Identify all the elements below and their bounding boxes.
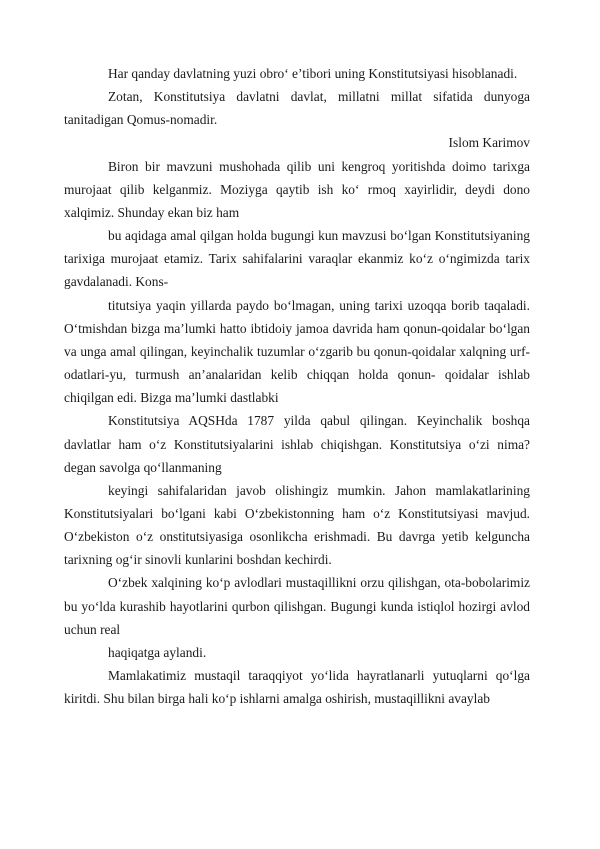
document-page <box>64 62 530 710</box>
paragraph-6: O‘zbek xalqining ko‘p avlodlari mustaqillikni orzu qilishgan, ota-bobolarimiz bu yo‘lda kurashib hayotlarini qurbon qilishgan. Bugungi kunda istiqlol hozirgi avlod uchun real <box>64 575 530 637</box>
epigraph-line-1: Har qanday davlatning yuzi obro‘ e’tibori uning Konstitutsiyasi hisoblanadi. <box>108 66 518 81</box>
paragraph-2: bu aqidaga amal qilgan holda bugungi kun mavzusi bo‘lgan Konstitutsiyaning tarixiga murojaat etamiz. Tarix sahifalarini varaqlar ekanmiz ko‘z o‘ngimizda tarix gavdalanadi. Kons- <box>64 228 530 290</box>
paragraph-3: titutsiya yaqin yillarda paydo bo‘lmagan, uning tarixi uzoqqa borib taqaladi. O‘tmishdan bizga ma’lumki hatto ibtidoiy jamoa davrida ham qonun-qoidalar bo‘lgan va unga amal qilingan, keyinchalik tuzumlar o‘zgarib bu qonun-qoidalar xalqning urf- odatlari-yu, turmush an’analaridan kelib chiqqan holda qonun- qoidalar ishlab chiqilgan edi. Bizga ma’lumki dastlabki <box>64 297 530 406</box>
paragraph-8: Mamlakatimiz mustaqil taraqqiyot yo‘lida hayratlanarli yutuqlarni qo‘lga kiritdi. Shu bilan birga hali ko‘p ishlarni amalga oshirish, mustaqillikni avaylab <box>64 668 530 707</box>
paragraph-7: haqiqatga aylandi. <box>108 644 207 660</box>
paragraph-1: Biron bir mavzuni mushohada qilib uni kengroq yoritishda doimo tarixga murojaat qilib kelganmiz. Moziyga qaytib ish ko‘ rmoq xayirlidir, deydi dono xalqimiz. Shunday ekan biz ham <box>64 158 530 220</box>
paragraph-4: Konstitutsiya AQSHda 1787 yilda qabul qilingan. Keyinchalik boshqa davlatlar ham o‘z Konstitutsiyalarini ishlab chiqishgan. Konstitutsiya o‘zi nima? degan savolga qo‘llanmaning <box>64 413 530 475</box>
epigraph-author: Islom Karimov <box>448 135 530 151</box>
epigraph-line-2: Zotan, Konstitutsiya davlatni davlat, millatni millat sifatida dunyoga tanitadigan Qomus-nomadir. <box>64 89 530 128</box>
paragraph-5: keyingi sahifalaridan javob olishingiz mumkin. Jahon mamlakatlarining Konstitutsiyalari bo‘lgani kabi O‘zbekistonning ham o‘z Konstitutsiyasi mavjud. O‘zbekiston o‘z onstitutsiyasiga osonlikcha erishmadi. Bu davrga yetib kelguncha tarixning og‘ir sinovli kunlarini boshdan kechirdi. <box>64 482 530 568</box>
